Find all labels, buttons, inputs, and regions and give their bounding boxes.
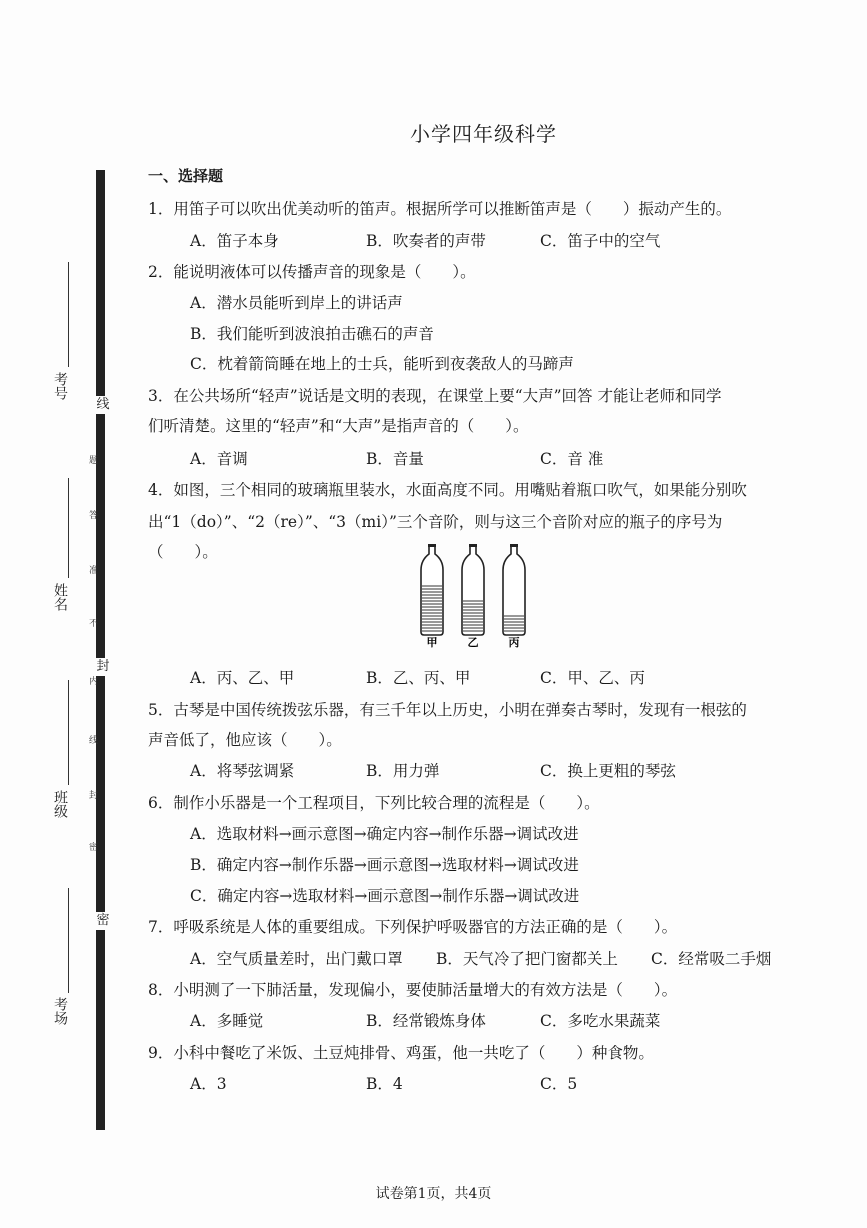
q1-option-a: A．笛子本身 [190,232,279,250]
q2-option-b: B．我们能听到波浪拍击礁石的声音 [190,325,434,343]
section-heading: 一、选择题 [148,167,224,185]
bottles-figure [408,540,538,652]
margin-char: 线 [87,735,97,744]
margin-char: 答 [87,510,97,519]
margin-char: 密 [87,842,97,851]
question-3-line2: 们听清楚。这里的“轻声”和“大声”是指声音的（ ）。 [148,417,529,435]
margin-char: 题 [87,455,97,464]
q7-option-b: B．天气冷了把门窗都关上 [436,950,618,968]
margin-char: 内 [87,676,97,685]
q9-option-b: B．4 [366,1075,403,1093]
margin-char: 不 [87,618,97,627]
q4-option-b: B．乙、丙、甲 [366,669,471,687]
name-line [68,478,69,578]
class-line [68,680,69,785]
page-title: 小学四年级科学 [410,122,557,146]
bottle-label-bing: 丙 [508,636,520,649]
question-6: 6．制作小乐器是一个工程项目，下列比较合理的流程是（ ）。 [148,794,600,812]
q6-option-c: C．确定内容→选取材料→画示意图→制作乐器→调试改进 [190,887,580,905]
question-5: 5．古琴是中国传统拨弦乐器，有三千年以上历史，小明在弹奏古琴时，发现有一根弦的 [148,701,747,719]
q8-option-a: A．多睡觉 [190,1012,264,1030]
q8-option-c: C．多吃水果蔬菜 [540,1012,661,1030]
question-3: 3．在公共场所“轻声”说话是文明的表现，在课堂上要“大声”回答 才能让老师和同学 [148,387,722,405]
bottle-label-yi: 乙 [467,636,479,649]
q8-option-b: B．经常锻炼身体 [366,1012,486,1030]
q9-option-c: C．5 [540,1075,578,1093]
name-label: 姓名 [52,583,68,611]
q7-option-c: C．经常吸二手烟 [651,950,772,968]
question-4-line2: 出“1（do）”、“2（re）”、“3（mi）”三个音阶，则与这三个音阶对应的瓶子的序号为 [148,513,723,531]
q6-option-b: B．确定内容→制作乐器→画示意图→选取材料→调试改进 [190,856,579,874]
margin-char: 封 [87,790,97,799]
bottle-label-jia: 甲 [426,636,438,649]
exam-number-line [68,262,69,367]
question-9: 9．小科中餐吃了米饭、土豆炖排骨、鸡蛋，他一共吃了（ ）种食物。 [148,1044,654,1062]
class-label: 班级 [52,790,68,818]
exam-number-label: 考号 [52,372,68,400]
exam-room-label: 考场 [52,997,68,1025]
q3-option-b: B．音量 [366,450,424,468]
bottle-jia-lip [428,544,436,547]
question-7: 7．呼吸系统是人体的重要组成。下列保护呼吸器官的方法正确的是（ ）。 [148,918,678,936]
question-8: 8．小明测了一下肺活量，发现偏小，要使肺活量增大的有效方法是（ ）。 [148,981,678,999]
q3-option-c: C．音 准 [540,450,604,468]
q4-option-a: A．丙、乙、甲 [190,669,295,687]
page-footer: 试卷第1页，共4页 [375,1186,492,1202]
bottle-yi-lip [469,544,477,547]
binding-marker-secret: 密 [96,913,110,928]
q5-option-a: A．将琴弦调紧 [190,762,295,780]
q1-option-c: C．笛子中的空气 [540,232,661,250]
q5-option-c: C．换上更粗的琴弦 [540,762,676,780]
question-1: 1．用笛子可以吹出优美动听的笛声。根据所学可以推断笛声是（ ）振动产生的。 [148,200,732,218]
question-2: 2．能说明液体可以传播声音的现象是（ ）。 [148,263,476,281]
q5-option-b: B．用力弹 [366,762,440,780]
q6-option-a: A．选取材料→画示意图→确定内容→制作乐器→调试改进 [190,825,579,843]
question-5-line2: 声音低了，他应该（ ）。 [148,731,342,749]
margin-char: 准 [87,565,97,574]
question-4-line3: （ ）。 [148,543,218,561]
q3-option-a: A．音调 [190,450,248,468]
q2-option-a: A．潜水员能听到岸上的讲话声 [190,294,403,312]
q7-option-a: A．空气质量差时，出门戴口罩 [190,950,403,968]
bottle-bing-lip [510,544,518,547]
binding-bar [96,170,105,1130]
q4-option-c: C．甲、乙、丙 [540,669,645,687]
binding-marker-seal: 封 [96,659,110,674]
binding-marker-line: 线 [96,397,110,412]
q1-option-b: B．吹奏者的声带 [366,232,486,250]
q9-option-a: A．3 [190,1075,227,1093]
q2-option-c: C．枕着箭筒睡在地上的士兵，能听到夜袭敌人的马蹄声 [190,355,574,373]
question-4: 4．如图，三个相同的玻璃瓶里装水，水面高度不同。用嘴贴着瓶口吹气，如果能分别吹 [148,481,747,499]
exam-room-line [68,888,69,993]
